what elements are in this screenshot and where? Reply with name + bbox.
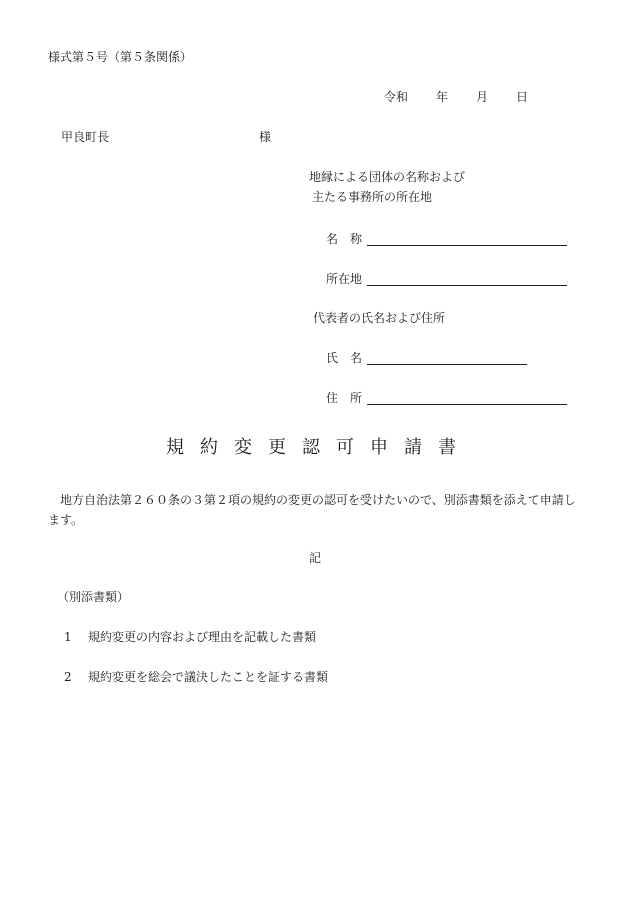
date-line bbox=[384, 90, 528, 104]
org-name-blank-line[interactable] bbox=[367, 231, 567, 246]
org-name-field[interactable] bbox=[326, 231, 567, 246]
rep-address-label: 住 所 bbox=[326, 390, 363, 405]
addressee-name: 甲良町長 bbox=[61, 130, 110, 144]
attachments-heading: （別添書類） bbox=[57, 590, 130, 604]
addressee-honorific: 様 bbox=[259, 130, 272, 144]
org-address-label: 所在地 bbox=[326, 271, 363, 286]
org-address-field[interactable] bbox=[326, 271, 567, 286]
rep-address-blank-line[interactable] bbox=[367, 390, 567, 405]
rep-address-field[interactable] bbox=[326, 390, 567, 405]
date-year: 年 bbox=[436, 90, 449, 104]
representative-heading: 代表者の氏名および住所 bbox=[313, 311, 446, 325]
ki-marker: 記 bbox=[308, 551, 321, 565]
attachment-item-number: 1 bbox=[64, 630, 72, 644]
body-paragraph: 地方自治法第２６０条の３第２項の規約の変更の認可を受けたいので、別添書類を添えて申請します。 bbox=[48, 493, 576, 527]
attachment-item-number: 2 bbox=[64, 670, 72, 684]
date-month: 月 bbox=[476, 90, 489, 104]
org-heading-line2: 主たる事務所の所在地 bbox=[312, 190, 433, 204]
rep-name-blank-line[interactable] bbox=[367, 350, 527, 365]
org-name-label: 名 称 bbox=[326, 231, 363, 246]
attachment-item bbox=[64, 630, 316, 644]
org-heading-line1: 地縁による団体の名称および bbox=[309, 170, 466, 184]
date-era: 令和 bbox=[384, 90, 409, 104]
document-title: 規約変更認可申請書 bbox=[166, 437, 472, 458]
date-day: 日 bbox=[516, 90, 529, 104]
form-number: 様式第５号（第５条関係） bbox=[48, 50, 193, 64]
rep-name-label: 氏 名 bbox=[326, 350, 363, 365]
rep-name-field[interactable] bbox=[326, 350, 527, 365]
attachment-item-text: 規約変更の内容および理由を記載した書類 bbox=[88, 630, 317, 644]
attachment-item bbox=[64, 670, 328, 684]
org-address-blank-line[interactable] bbox=[367, 271, 567, 286]
attachment-item-text: 規約変更を総会で議決したことを証する書類 bbox=[88, 670, 329, 684]
